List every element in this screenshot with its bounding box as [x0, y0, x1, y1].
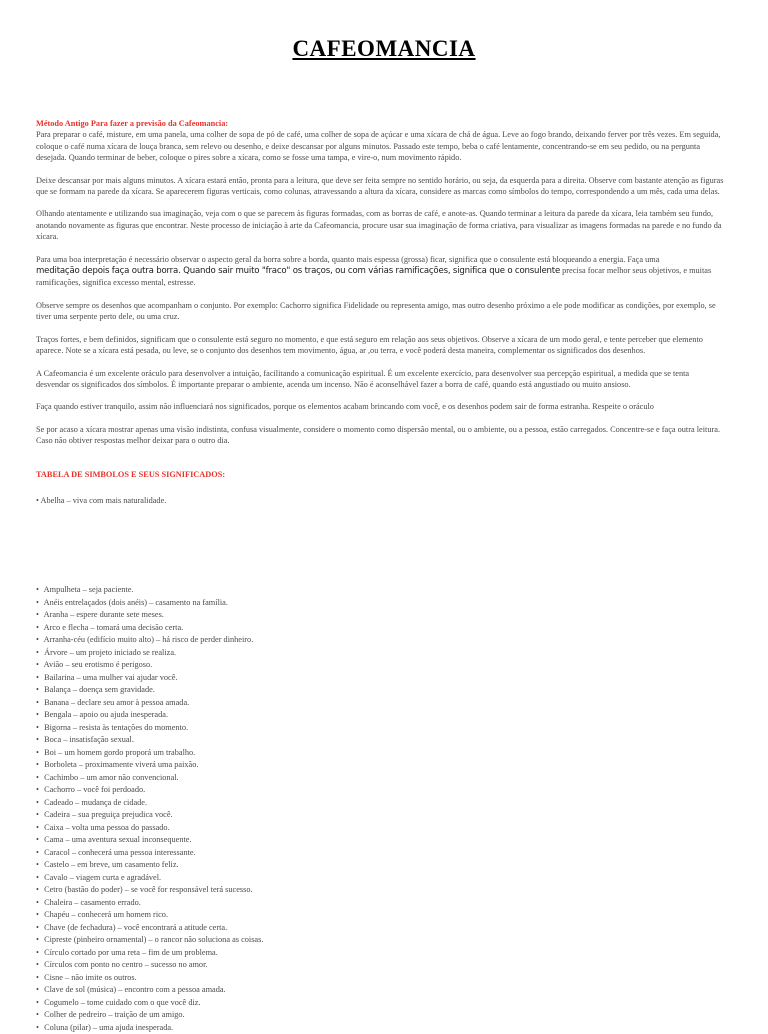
bullet-icon: •: [36, 847, 39, 857]
paragraph-drawings: Observe sempre os desenhos que acompanham o conjunto. Por exemplo: Cachorro significa Fidelidade ou representa amigo, mas outro desenho próximo a ele pode modificar as condições, por exemplo, se tiver uma serpente perto dele, ou uma cruz.: [36, 300, 716, 322]
symbol-item-text: Cachorro – você foi perdoado.: [44, 785, 146, 795]
bullet-icon: •: [36, 647, 39, 657]
symbol-item: [36, 734, 724, 747]
symbol-item: [36, 1009, 724, 1022]
paragraph-oracle: A Cafeomancia é um excelente oráculo para desenvolver a intuição, facilitando a comunicação espiritual. É um excelente exercício, para desenvolver sua percepção espiritual, a medida que se tenta desvendar os significados dos símbolos. É importante preparar o ambiente, acenda um incenso. Não é aconselhável fazer a borra de café, quando está angustiado ou muito ansioso.: [36, 368, 690, 389]
symbol-item-text: Círculos com ponto no centro – sucesso no amor.: [44, 960, 208, 970]
symbol-item-text: Árvore – um projeto iniciado se realiza.: [44, 647, 177, 657]
symbol-item-text: Bailarina – uma mulher vai ajudar você.: [44, 672, 178, 682]
paragraph-interpretation-handwritten: meditação depois faça outra borra. Quando sair muito "fraco" os traços, ou com várias ramificações, significa que o consulente: [36, 266, 561, 277]
bullet-icon: •: [36, 610, 39, 620]
symbol-item: [36, 697, 724, 710]
symbols-table-heading: TABELA DE SIMBOLOS E SEUS SIGNIFICADOS:: [36, 469, 226, 479]
bullet-icon: •: [36, 810, 39, 820]
symbol-item-text: Castelo – em breve, um casamento feliz.: [44, 860, 179, 870]
symbol-item: [36, 684, 724, 697]
symbol-item: [36, 847, 724, 860]
paragraph-strong-traces: Traços fortes, e bem definidos, significam que o consulente está seguro no momento, e que está seguro em relação aos seus objetivos. Observe a xícara de um modo geral, e tente perceber que elemento aparece. Note se a xícara está pesada, ou leve, se o conjunto dos desenhos tem movimento, água, ar ,ou terra, e você poderá desta maneira, complementar os significados dos desenhos.: [36, 334, 703, 356]
symbol-item-text: Arranha-céu (edifício muito alto) – há risco de perder dinheiro.: [43, 635, 254, 645]
symbol-item-text: Cachimbo – um amor não convencional.: [44, 772, 179, 782]
bullet-icon: •: [36, 972, 39, 982]
symbol-item-text: Cogumelo – tome cuidado com o que você diz.: [44, 997, 201, 1007]
bullet-icon: •: [36, 660, 39, 670]
symbols-list: [36, 584, 724, 1034]
bullet-icon: •: [36, 985, 39, 995]
symbol-item-text: Clave de sol (música) – encontro com a pessoa amada.: [44, 985, 226, 995]
method-heading: Método Antigo Para fazer a previsão da Cafeomancia:: [36, 119, 229, 128]
bullet-icon: •: [36, 672, 39, 682]
symbol-item: [36, 772, 724, 785]
bullet-icon: •: [36, 835, 39, 845]
symbol-item-text: Chaleira – casamento errado.: [44, 897, 141, 907]
symbol-item-text: Cipreste (pinheiro ornamental) – o rancor não soluciona as coisas.: [44, 935, 264, 945]
symbol-item-text: Anéis entrelaçados (dois anéis) – casamento na família.: [43, 597, 228, 607]
bullet-icon: •: [36, 772, 39, 782]
bullet-icon: •: [36, 635, 39, 645]
symbol-item-text: Caracol – conhecerá uma pessoa interessante.: [44, 847, 196, 857]
paragraph-interpretation-part-a: Para uma boa interpretação é necessário observar o aspecto geral da borra sobre a borda, quanto mais espessa (grossa) ficar, significa que o consulente está bloqueando a energia. Faça uma: [36, 254, 660, 264]
bullet-icon: •: [36, 910, 39, 920]
symbol-item: [36, 634, 724, 647]
paragraph-tranquility: Faça quando estiver tranquilo, assim não influenciará nos significados, porque os elementos acabam brincando com você, e os desenhos podem sair de forma estranha. Respeite o oráculo: [36, 402, 654, 412]
bullet-icon: •: [36, 960, 39, 970]
symbol-item-text: Boca – insatisfação sexual.: [44, 735, 134, 745]
symbol-item-text: Colher de pedreiro – traição de um amigo.: [44, 1010, 185, 1020]
symbol-item: [36, 747, 724, 760]
symbol-item: [36, 984, 724, 997]
symbol-item: [36, 897, 724, 910]
symbol-item-text: Bengala – apoio ou ajuda inesperada.: [44, 710, 169, 720]
bullet-icon: •: [36, 885, 39, 895]
symbol-item: [36, 609, 724, 622]
symbol-item: [36, 709, 724, 722]
symbol-item: [36, 834, 724, 847]
symbol-item-text: Chave (de fechadura) – você encontrará a atitude certa.: [44, 922, 228, 932]
bullet-icon: •: [36, 735, 39, 745]
symbol-item-text: Círculo cortado por uma reta – fim de um problema.: [44, 947, 218, 957]
bullet-icon: •: [36, 722, 39, 732]
blank-space: [36, 507, 724, 584]
bullet-icon: •: [36, 1022, 39, 1032]
bullet-icon: •: [36, 747, 39, 757]
bullet-icon: •: [36, 872, 39, 882]
page-title: CAFEOMANCIA: [292, 36, 476, 61]
bullet-icon: •: [36, 585, 39, 595]
symbol-item-text: Arco e flecha – tomará uma decisão certa.: [43, 622, 184, 632]
bullet-icon: •: [36, 597, 39, 607]
bullet-icon: •: [36, 622, 39, 632]
bullet-icon: •: [36, 822, 39, 832]
symbol-item-text: Aranha – espere durante sete meses.: [43, 610, 164, 620]
symbol-item-text: Cetro (bastão do poder) – se você for responsável terá sucesso.: [44, 885, 253, 895]
symbol-item: [36, 622, 724, 635]
symbol-item: [36, 997, 724, 1010]
symbol-item-text: Bigorna – resista às tentações do momento.: [44, 722, 189, 732]
symbol-item: [36, 859, 724, 872]
symbol-item: [36, 659, 724, 672]
symbol-item-text: Cadeado – mudança de cidade.: [44, 797, 148, 807]
symbol-item: [36, 597, 724, 610]
symbol-item: [36, 784, 724, 797]
symbol-item: [36, 759, 724, 772]
bullet-icon: •: [36, 697, 39, 707]
paragraph-interpretation-part-c: precisa focar melhor seus objetivos, e muitas ramificações, significa excesso mental, estresse.: [36, 266, 712, 288]
bullet-icon: •: [36, 922, 39, 932]
paragraph-imagination: Olhando atentamente e utilizando sua imaginação, veja com o que se parecem às figuras formadas, com as borras de café, e anote-as. Quando terminar a leitura da parede da xícara, leia também seu fundo, anotando novamente as figuras que encontrar. Neste processo de iniciação à arte da Cafeomancia, procure usar sua imaginação de forma criativa, para visualizar as imagens formadas na parede e no fundo da xícara.: [36, 209, 722, 242]
paragraph-interpretation: [36, 254, 724, 289]
bullet-icon: •: [36, 897, 39, 907]
symbol-item: [36, 584, 724, 597]
bullet-icon: •: [36, 685, 39, 695]
bullet-icon: •: [36, 785, 39, 795]
paragraph-reading: Deixe descansar por mais alguns minutos. A xícara estará então, pronta para a leitura, que deve ser feita sempre no sentido horário, ou seja, da esquerda para a direita. Observe com bastante atenção as figuras que se formam na parede da xícara. Se aparecerem figuras verticais, como colunas, atravessando a altura da xícara, considere as marcas como símbolos do tempo, correspondendo a um mês, cada uma delas.: [36, 175, 724, 197]
symbol-item-text: Cavalo – viagem curta e agradável.: [44, 872, 162, 882]
symbol-item-text: Chapéu – conhecerá um homem rico.: [44, 910, 169, 920]
symbol-item: [36, 934, 724, 947]
bullet-icon: •: [36, 1010, 39, 1020]
symbol-item-first: [36, 495, 724, 508]
symbol-item: [36, 922, 724, 935]
bullet-icon: •: [36, 495, 39, 505]
symbol-item: [36, 947, 724, 960]
symbol-item-text: Cadeira – sua preguiça prejudica você.: [44, 810, 173, 820]
symbol-item-text: Borboleta – proximamente viverá uma paixão.: [44, 760, 199, 770]
symbol-item-text: Avião – seu erotismo é perigoso.: [43, 660, 153, 670]
symbol-item-text: Abelha – viva com mais naturalidade.: [40, 495, 167, 505]
bullet-icon: •: [36, 710, 39, 720]
symbol-item-text: Balança – doença sem gravidade.: [44, 685, 155, 695]
symbol-item-text: Caixa – volta uma pessoa do passado.: [44, 822, 170, 832]
symbol-item: [36, 872, 724, 885]
symbol-item: [36, 884, 724, 897]
bullet-icon: •: [36, 797, 39, 807]
symbol-item-text: Boi – um homem gordo proporá um trabalho.: [44, 747, 196, 757]
paragraph-indistinct: Se por acaso a xícara mostrar apenas uma visão indistinta, confusa visualmente, considere o momento como dispersão mental, ou o ambiente, ou a pessoa, estão carregados. Concentre-se e faça outra leitura. Caso não obtiver respostas melhor deixar para o outro dia.: [36, 424, 721, 446]
bullet-icon: •: [36, 947, 39, 957]
symbol-item: [36, 822, 724, 835]
bullet-icon: •: [36, 760, 39, 770]
symbol-item: [36, 672, 724, 685]
bullet-icon: •: [36, 935, 39, 945]
symbol-item: [36, 722, 724, 735]
symbol-item-text: Cisne – não imite os outros.: [44, 972, 137, 982]
symbol-item: [36, 959, 724, 972]
bullet-icon: •: [36, 997, 39, 1007]
bullet-icon: •: [36, 860, 39, 870]
symbol-item-text: Coluna (pilar) – uma ajuda inesperada.: [44, 1022, 174, 1032]
document-body: [36, 118, 724, 1034]
symbol-item: [36, 972, 724, 985]
symbol-item-text: Banana – declare seu amor à pessoa amada.: [44, 697, 190, 707]
symbol-item: [36, 809, 724, 822]
symbol-item: [36, 909, 724, 922]
symbol-item: [36, 797, 724, 810]
symbol-item: [36, 1022, 724, 1034]
symbol-item-text: Ampulheta – seja paciente.: [43, 585, 134, 595]
paragraph-preparation: Para preparar o café, misture, em uma panela, uma colher de sopa de pó de café, uma colher de sopa de açúcar e uma xícara de chá de água. Leve ao fogo brando, deixando ferver por três vezes. Em seguida, coloque o café numa xícara de louça branca, sem relevo ou desenho, e deixe descansar por alguns minutos. Passado este tempo, beba o café lentamente, concentrando-se em seu pedido, ou na pergunta desejada. Quando terminar de beber, coloque o pires sobre a xícara, como se fosse uma tampa, e vire-o, num movimento rápido.: [36, 130, 721, 163]
symbol-item: [36, 647, 724, 660]
symbol-item-text: Cama – uma aventura sexual inconsequente.: [44, 835, 192, 845]
